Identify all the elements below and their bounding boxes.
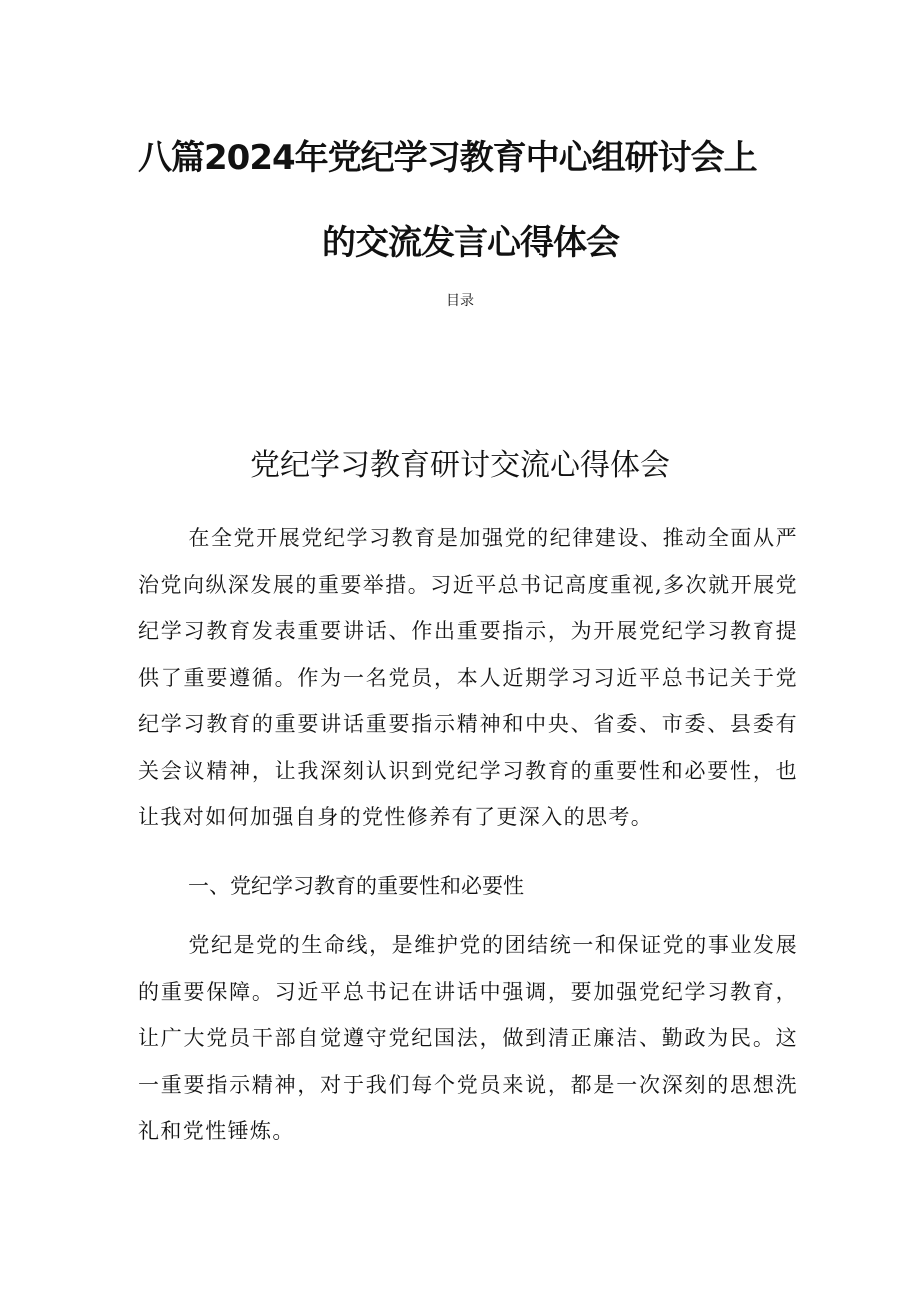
document-title-line-2: 的交流发言心得体会 [322,223,619,263]
section-heading-1: 一、党纪学习教育的重要性和必要性 [188,874,524,898]
section-title: 党纪学习教育研讨交流心得体会 [250,448,670,483]
body-paragraph-2: 党纪是党的生命线，是维护党的团结统一和保证党的事业发展的重要保障。习近平总书记在讲话中强调，要加强党纪学习教育，让广大党员干部自觉遵守党纪国法，做到清正廉洁、勤政为民。这一重要指示精神，对于我们每个党员来说，都是一次深刻的思想洗礼和党性锤炼。 [138,933,798,1143]
table-of-contents-label: 目录 [446,293,474,309]
body-paragraph-1: 在全党开展党纪学习教育是加强党的纪律建设、推动全面从严治党向纵深发展的重要举措。习近平总书记高度重视,多次就开展党纪学习教育发表重要讲话、作出重要指示，为开展党纪学习教育提供了重要遵循。作为一名党员，本人近期学习习近平总书记关于党纪学习教育的重要讲话重要指示精神和中央、省委、市委、县委有关会议精神，让我深刻认识到党纪学习教育的重要性和必要性，也让我对如何加强自身的党性修养有了更深入的思考。 [138,526,798,829]
document-title-line-1: 八篇2024年党纪学习教育中心组研讨会上 [138,138,757,178]
